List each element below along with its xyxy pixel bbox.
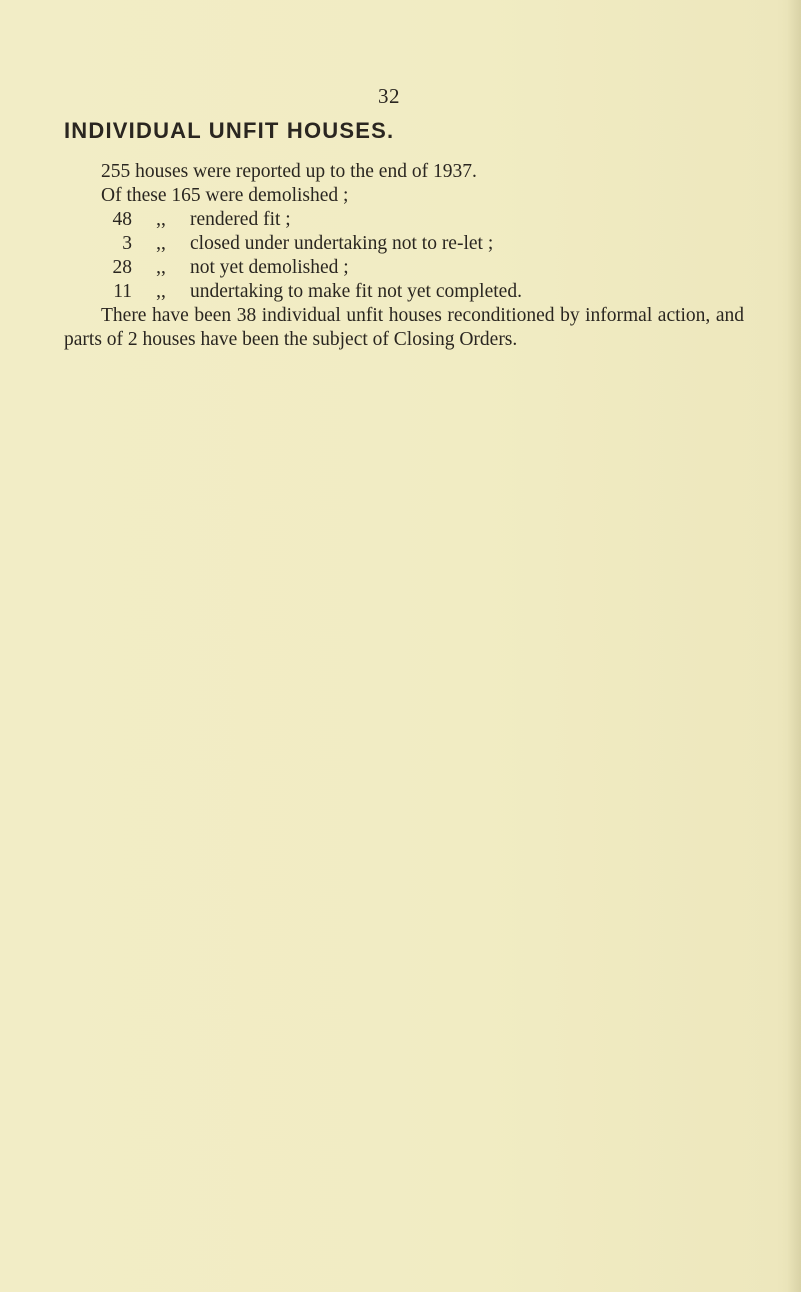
ditto-mark: ,, — [156, 233, 166, 254]
closing-paragraph: There have been 38 individual unfit houses reconditioned by informal action, and parts of 2 houses have been the subject of Closing Orders. — [64, 305, 744, 350]
breakdown-text: closed under undertaking not to re-let ; — [190, 233, 494, 254]
ditto-mark: ,, — [156, 257, 166, 278]
breakdown-count: 48 — [112, 209, 132, 230]
breakdown-row — [64, 280, 744, 304]
breakdown-text: not yet demolished ; — [190, 257, 349, 278]
of-these-line: Of these 165 were demolished ; — [101, 185, 349, 206]
ditto-mark: ,, — [156, 209, 166, 230]
page-edge-shadow — [787, 0, 801, 1292]
breakdown-row — [64, 208, 744, 232]
breakdown-count: 3 — [122, 233, 132, 254]
intro-line: 255 houses were reported up to the end of 1937. — [101, 161, 477, 182]
ditto-mark: ,, — [156, 281, 166, 302]
breakdown-count: 11 — [113, 281, 132, 302]
breakdown-text: rendered fit ; — [190, 209, 291, 230]
breakdown-count: 28 — [112, 257, 132, 278]
page-number: 32 — [378, 84, 400, 108]
breakdown-text: undertaking to make fit not yet completed. — [190, 281, 522, 302]
breakdown-row — [64, 256, 744, 280]
breakdown-row — [64, 232, 744, 256]
section-heading: INDIVIDUAL UNFIT HOUSES. — [64, 118, 395, 143]
section-body — [64, 160, 744, 352]
